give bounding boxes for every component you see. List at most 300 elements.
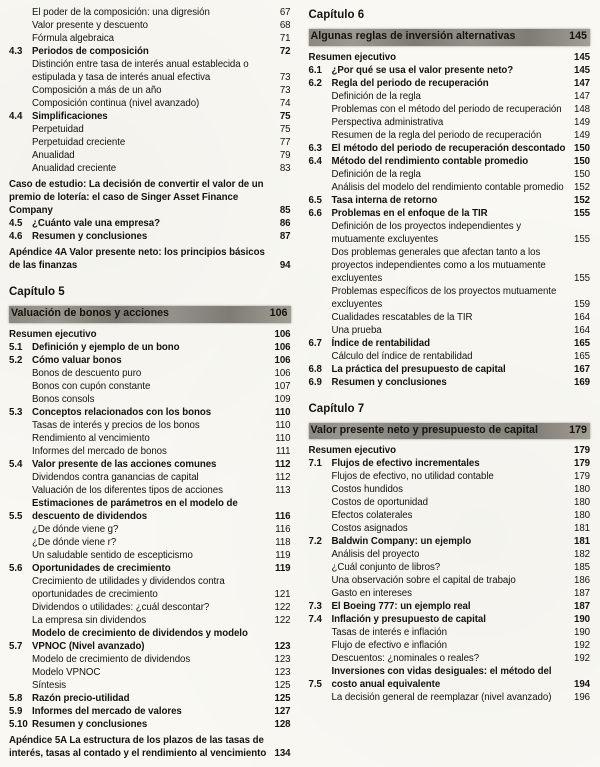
entry-number: 4.5 — [9, 218, 23, 229]
toc-entry — [9, 32, 291, 45]
entry-title: Flujos de efectivo, no utilidad contable — [331, 471, 494, 482]
entry-page: 155 — [573, 272, 590, 284]
toc-entry — [9, 705, 291, 718]
entry-page: 106 — [274, 367, 291, 379]
entry-title: Resumen ejecutivo — [308, 445, 396, 456]
entry-page: 121 — [274, 588, 291, 600]
toc-entry — [309, 522, 591, 535]
entry-page: 181 — [573, 536, 590, 547]
chapter-title-text: Valuación de bonos y acciones — [11, 307, 169, 319]
toc-entry — [309, 639, 591, 652]
entry-page: 159 — [573, 298, 590, 310]
entry-page: 111 — [275, 445, 291, 457]
toc-entry — [9, 523, 291, 536]
entry-page: 179 — [573, 458, 590, 469]
entry-page: 181 — [573, 523, 590, 534]
chapter-title-text: Algunas reglas de inversión alternativas — [310, 30, 516, 42]
entry-page: 155 — [573, 207, 590, 219]
entry-title: Resumen ejecutivo — [308, 51, 396, 63]
entry-title: Resumen y conclusiones — [331, 376, 447, 388]
entry-title: Problemas en el enfoque de la TIR — [331, 207, 488, 219]
entry-page: 112 — [275, 471, 291, 483]
toc-entry — [309, 90, 591, 103]
entry-page: 116 — [275, 510, 291, 522]
entry-page: 75 — [279, 111, 291, 122]
toc-entry — [9, 162, 291, 175]
entry-number: 4.3 — [9, 46, 23, 57]
chapter-label: Capítulo 5 — [9, 286, 65, 298]
toc-entry — [309, 77, 591, 90]
entry-page: 150 — [573, 155, 590, 167]
toc-entries — [9, 328, 291, 760]
entry-page: 167 — [573, 363, 590, 375]
entry-title: Perpetuidad — [32, 124, 84, 135]
toc-entry — [309, 194, 591, 207]
entry-title: Tasas de interés y precios de los bonos — [32, 419, 200, 431]
toc-entry — [9, 136, 291, 149]
entry-page: 123 — [274, 653, 291, 665]
entry-title: La decisión general de reemplazar (nivel avanzado) — [331, 692, 552, 703]
entry-number: 6.8 — [308, 363, 322, 375]
toc-entry — [9, 19, 291, 32]
entry-title: Modelo de crecimiento de dividendos — [32, 653, 191, 665]
entry-title: Valor presente de las acciones comunes — [32, 458, 217, 470]
entry-page: 127 — [274, 705, 291, 717]
toc-entry — [309, 311, 591, 324]
entry-title: Efectos colaterales — [331, 510, 413, 521]
entry-title: Razón precio-utilidad — [32, 692, 130, 704]
toc-entry — [309, 587, 591, 600]
chapter-title — [309, 423, 591, 440]
entry-page: 123 — [274, 666, 291, 678]
entry-page: 169 — [573, 376, 590, 388]
entry-page: 165 — [573, 350, 590, 362]
toc-entry — [9, 6, 291, 19]
toc-entry — [309, 470, 591, 483]
entry-title: Composición a más de un año — [32, 85, 162, 96]
toc-entries — [309, 444, 591, 704]
entry-title: El método del periodo de recuperación descontado — [331, 142, 566, 154]
entry-number: 7.3 — [308, 601, 322, 612]
toc-entry — [309, 350, 591, 363]
entry-title: ¿De dónde viene g? — [32, 523, 119, 535]
toc-entries — [309, 51, 591, 389]
entry-title: El poder de la composición: una digresión — [32, 7, 210, 18]
entry-title: Resumen y conclusiones — [32, 231, 148, 242]
entry-number: 7.2 — [308, 536, 322, 547]
entry-number: 6.3 — [308, 142, 322, 154]
entry-number: 6.5 — [308, 194, 322, 206]
entry-title: Baldwin Company: un ejemplo — [331, 536, 472, 547]
entry-number: 5.2 — [9, 354, 23, 366]
entry-title: Resumen de la regla del periodo de recuperación — [331, 129, 542, 141]
toc-entry — [309, 600, 591, 613]
entry-page: 196 — [573, 692, 590, 703]
entry-page: 122 — [274, 601, 291, 613]
entry-page: 122 — [274, 614, 291, 626]
entry-title: Regla del periodo de recuperación — [331, 77, 489, 89]
entry-title: Problemas con el método del periodo de recuperación — [331, 103, 562, 115]
toc-entry — [9, 341, 291, 354]
entry-number: 5.6 — [9, 562, 23, 574]
toc-entry — [309, 324, 591, 337]
chapter-page-number: 179 — [569, 423, 587, 436]
entry-page: 107 — [274, 380, 291, 392]
toc-entry — [9, 393, 291, 406]
toc-entry — [9, 692, 291, 705]
toc-entry — [9, 58, 291, 84]
entry-page: 83 — [279, 163, 291, 174]
entry-title: Periodos de composición — [32, 46, 149, 57]
entry-page: 185 — [573, 562, 590, 573]
entry-page: 75 — [279, 124, 291, 135]
toc-column-right — [309, 6, 591, 767]
entry-title: Valuación de los diferentes tipos de acciones — [32, 484, 223, 496]
entry-page: 187 — [573, 588, 590, 599]
entry-number: 5.7 — [9, 640, 23, 652]
entry-title: Resumen ejecutivo — [9, 328, 97, 340]
toc-entry — [309, 376, 591, 389]
chapter-title-text: Valor presente neto y presupuesto de capital — [310, 423, 538, 436]
entry-page: 145 — [573, 51, 590, 63]
toc-entry — [9, 419, 291, 432]
entry-title: Gasto en intereses — [331, 588, 412, 599]
entry-title: El Boeing 777: un ejemplo real — [331, 601, 471, 612]
entry-title: Dos problemas generales que afectan tanto a los proyectos independientes como a los mutuamente excluyentes — [331, 246, 546, 284]
entry-title: Costos hundidos — [331, 484, 403, 495]
entry-page: 106 — [274, 328, 291, 340]
entry-title: Distinción entre tasa de interés anual establecida o estipulada y tasa de interés anual efectiva — [32, 59, 249, 83]
toc-entry — [309, 626, 591, 639]
toc-entry — [9, 178, 291, 217]
entry-number: 5.8 — [9, 692, 23, 704]
toc-entry — [309, 561, 591, 574]
entry-number: 6.1 — [308, 64, 322, 76]
toc-entry — [309, 142, 591, 155]
entry-title: Inflación y presupuesto de capital — [331, 614, 486, 625]
entry-page: 73 — [279, 85, 291, 96]
entry-number: 6.9 — [308, 376, 322, 388]
toc-entry — [9, 230, 291, 243]
entry-number: 5.3 — [9, 406, 23, 418]
entry-number: 5.4 — [9, 458, 23, 470]
entry-page: 180 — [573, 497, 590, 508]
entry-page: 149 — [573, 116, 590, 128]
entry-page: 119 — [275, 549, 291, 561]
entry-page: 85 — [279, 205, 291, 216]
entry-page: 190 — [573, 627, 590, 638]
entry-page: 180 — [573, 510, 590, 521]
entry-page: 113 — [275, 484, 291, 496]
entry-title: Valor presente y descuento — [32, 20, 148, 31]
toc-entry — [309, 51, 591, 64]
entry-page: 192 — [573, 640, 590, 651]
entry-number: 4.6 — [9, 231, 23, 242]
toc-entry — [9, 484, 291, 497]
toc-entry — [9, 653, 291, 666]
entry-title: Modelo VPNOC — [32, 666, 101, 678]
entry-title: Bonos consols — [32, 393, 95, 405]
chapter-title — [309, 29, 591, 46]
entry-page: 152 — [573, 181, 590, 193]
entry-page: 74 — [279, 98, 291, 109]
entry-page: 77 — [279, 137, 291, 148]
entry-page: 68 — [279, 20, 291, 31]
entry-title: Cualidades rescatables de la TIR — [331, 311, 473, 323]
toc-entry — [9, 123, 291, 136]
entry-title: Cómo valuar bonos — [32, 354, 122, 366]
toc-entry — [309, 285, 591, 311]
entry-page: 67 — [279, 7, 291, 18]
toc-entry — [309, 337, 591, 350]
entry-page: 125 — [274, 679, 291, 691]
entry-number: 6.2 — [308, 77, 322, 89]
entry-page: 119 — [275, 562, 291, 574]
entry-number: 6.7 — [308, 337, 322, 349]
entry-page: 145 — [573, 64, 590, 76]
toc-entry — [9, 97, 291, 110]
entry-title: Un saludable sentido de escepticismo — [32, 549, 193, 561]
entry-page: 192 — [573, 653, 590, 664]
entry-title: Conceptos relacionados con los bonos — [32, 406, 212, 418]
entry-page: 79 — [279, 150, 291, 161]
entry-page: 94 — [279, 260, 291, 271]
toc-entry — [309, 613, 591, 626]
toc-entry — [309, 207, 591, 220]
entry-title: Dividendos o utilidades: ¿cuál descontar? — [32, 601, 210, 613]
toc-entry — [9, 458, 291, 471]
toc-entry — [9, 84, 291, 97]
toc-entry — [9, 549, 291, 562]
entry-title: Crecimiento de utilidades y dividendos contra oportunidades de crecimiento — [32, 575, 225, 600]
entry-title: Definición de la regla — [331, 90, 421, 102]
entry-number: 7.5 — [308, 679, 322, 690]
toc-entry — [9, 45, 291, 58]
chapter-page-number: 145 — [569, 30, 587, 42]
entry-page: 164 — [573, 324, 590, 336]
toc-entry — [9, 445, 291, 458]
entry-title: Costos de oportunidad — [331, 497, 428, 508]
toc-entry — [309, 155, 591, 168]
toc-entries — [9, 6, 291, 272]
entry-title: Síntesis — [32, 679, 67, 691]
toc-entry — [9, 432, 291, 445]
entry-title: Análisis del modelo del rendimiento contable promedio — [331, 181, 564, 193]
entry-title: Apéndice 4A Valor presente neto: los principios básicos de las finanzas — [9, 247, 265, 271]
entry-title: Índice de rentabilidad — [331, 337, 430, 349]
toc-entry — [9, 406, 291, 419]
toc-entry — [309, 483, 591, 496]
entry-title: Dividendos contra ganancias de capital — [32, 471, 199, 483]
entry-page: 123 — [274, 640, 291, 652]
toc-entry — [9, 246, 291, 272]
entry-page: 190 — [573, 614, 590, 625]
entry-number: 7.1 — [308, 458, 322, 469]
toc-entry — [9, 679, 291, 692]
toc-entry — [309, 509, 591, 522]
toc-entry — [9, 217, 291, 230]
entry-title: Definición y ejemplo de un bono — [32, 341, 180, 353]
entry-title: Modelo de crecimiento de dividendos y modelo VPNOC (Nivel avanzado) — [32, 627, 248, 652]
entry-page: 150 — [573, 168, 590, 180]
entry-title: Perspectiva administrativa — [331, 116, 444, 128]
toc-entry — [309, 116, 591, 129]
entry-title: Definición de la regla — [331, 168, 421, 180]
entry-page: 147 — [573, 77, 590, 89]
entry-page: 125 — [274, 692, 291, 704]
entry-title: Anualidad creciente — [32, 163, 117, 174]
toc-entry — [9, 471, 291, 484]
entry-title: La empresa sin dividendos — [32, 614, 146, 626]
toc-entry — [9, 536, 291, 549]
entry-page: 73 — [279, 72, 291, 83]
entry-page: 134 — [274, 747, 291, 759]
toc-entry — [309, 444, 591, 457]
entry-title: Una observación sobre el capital de trabajo — [331, 575, 516, 586]
toc-entry — [309, 496, 591, 509]
chapter-page-number: 106 — [269, 307, 288, 319]
entry-title: ¿De dónde viene r? — [32, 536, 117, 548]
entry-title: Informes del mercado de valores — [32, 705, 182, 717]
entry-page: 109 — [274, 393, 291, 405]
toc-entry — [309, 246, 591, 285]
entry-title: Una prueba — [331, 324, 382, 336]
entry-title: Bonos con cupón constante — [32, 380, 151, 392]
toc-entry — [309, 548, 591, 561]
entry-title: Composición continua (nivel avanzado) — [32, 98, 200, 109]
entry-title: Fórmula algebraica — [32, 33, 115, 44]
entry-title: Descuentos: ¿nominales o reales? — [331, 653, 480, 664]
entry-title: Flujo de efectivo e inflación — [331, 640, 447, 651]
toc-entry — [309, 129, 591, 142]
toc-entry — [9, 734, 291, 760]
toc-entry — [309, 64, 591, 77]
entry-title: Definición de los proyectos independientes y mutuamente excluyentes — [331, 220, 522, 245]
entry-number: 5.1 — [9, 341, 23, 353]
entry-title: Caso de estudio: La decisión de convertir el valor de un premio de lotería: el caso de Singer Asset Finance Company — [9, 179, 264, 216]
entry-page: 180 — [573, 484, 590, 495]
entry-title: Oportunidades de crecimiento — [32, 562, 171, 574]
toc-entry — [309, 691, 591, 704]
entry-title: Bonos de descuento puro — [32, 367, 142, 379]
entry-page: 182 — [573, 549, 590, 560]
entry-page: 179 — [573, 445, 590, 456]
toc-entry — [309, 574, 591, 587]
toc-entry — [9, 354, 291, 367]
entry-page: 87 — [279, 231, 291, 242]
entry-title: Estimaciones de parámetros en el modelo de descuento de dividendos — [32, 497, 238, 522]
entry-page: 194 — [573, 679, 590, 690]
entry-page: 187 — [573, 601, 590, 612]
entry-title: Tasas de interés e inflación — [331, 627, 447, 638]
entry-number: 4.4 — [9, 111, 23, 122]
entry-page: 165 — [573, 337, 590, 349]
entry-page: 128 — [274, 718, 291, 730]
toc-entry — [309, 535, 591, 548]
entry-title: ¿Cuánto vale una empresa? — [32, 218, 160, 229]
entry-page: 147 — [573, 90, 590, 102]
entry-title: Simplificaciones — [32, 111, 108, 122]
entry-page: 155 — [573, 233, 590, 245]
entry-page: 72 — [279, 46, 291, 57]
toc-entry — [9, 562, 291, 575]
toc-entry — [309, 103, 591, 116]
entry-title: ¿Por qué se usa el valor presente neto? — [331, 64, 514, 76]
toc-entry — [9, 627, 291, 653]
entry-title: Costos asignados — [331, 523, 408, 534]
toc-entry — [9, 380, 291, 393]
entry-title: Anualidad — [32, 150, 75, 161]
entry-title: Resumen y conclusiones — [32, 718, 148, 730]
entry-page: 116 — [275, 523, 291, 535]
entry-number: 5.5 — [9, 510, 23, 522]
toc-entry — [9, 666, 291, 679]
toc-entry — [309, 363, 591, 376]
toc-entry — [309, 220, 591, 246]
toc-entry — [9, 110, 291, 123]
toc-entry — [9, 497, 291, 523]
entry-number: 5.10 — [9, 718, 28, 730]
entry-title: La práctica del presupuesto de capital — [331, 363, 506, 375]
entry-title: Rendimiento al vencimiento — [32, 432, 150, 444]
entry-page: 179 — [573, 471, 590, 482]
toc-entry — [9, 575, 291, 601]
chapter-title — [9, 306, 291, 323]
entry-number: 6.4 — [308, 155, 322, 167]
toc-entry — [309, 181, 591, 194]
toc-entry — [309, 457, 591, 470]
entry-title: Análisis del proyecto — [331, 549, 420, 560]
toc-entry — [309, 652, 591, 665]
entry-page: 106 — [274, 341, 291, 353]
entry-title: Informes del mercado de bonos — [32, 445, 167, 457]
entry-title: Flujos de efectivo incrementales — [331, 458, 480, 469]
entry-title: Tasa interna de retorno — [331, 194, 438, 206]
toc-entry — [309, 168, 591, 181]
toc-entry — [9, 328, 291, 341]
toc-entry — [9, 718, 291, 731]
entry-page: 112 — [275, 458, 291, 470]
entry-title: Perpetuidad creciente — [32, 137, 126, 148]
chapter-label: Capítulo 7 — [308, 402, 365, 415]
toc-entry — [9, 601, 291, 614]
entry-page: 106 — [274, 354, 291, 366]
entry-number: 7.4 — [308, 614, 322, 625]
entry-title: Inversiones con vidas desiguales: el método del costo anual equivalente — [331, 666, 552, 690]
entry-page: 164 — [573, 311, 590, 323]
entry-page: 110 — [275, 406, 291, 418]
toc-entry — [9, 614, 291, 627]
entry-title: ¿Cuál conjunto de libros? — [331, 562, 441, 573]
entry-title: Método del rendimiento contable promedio — [331, 155, 529, 167]
entry-page: 150 — [573, 142, 590, 154]
entry-page: 148 — [573, 103, 590, 115]
entry-page: 186 — [573, 575, 590, 586]
entry-title: Cálculo del índice de rentabilidad — [331, 350, 473, 362]
entry-title: Apéndice 5A La estructura de los plazos de las tasas de interés, tasas al contado y el rendimiento al vencimiento — [9, 734, 267, 759]
toc-column-left — [9, 6, 291, 767]
entry-number: 6.6 — [308, 207, 322, 219]
entry-page: 152 — [573, 194, 590, 206]
toc-entry — [9, 367, 291, 380]
entry-page: 149 — [573, 129, 590, 141]
toc-entry — [309, 665, 591, 691]
toc-entry — [9, 149, 291, 162]
entry-page: 110 — [275, 432, 291, 444]
entry-page: 110 — [275, 419, 291, 431]
entry-page: 71 — [279, 33, 291, 44]
entry-number: 5.9 — [9, 705, 23, 717]
